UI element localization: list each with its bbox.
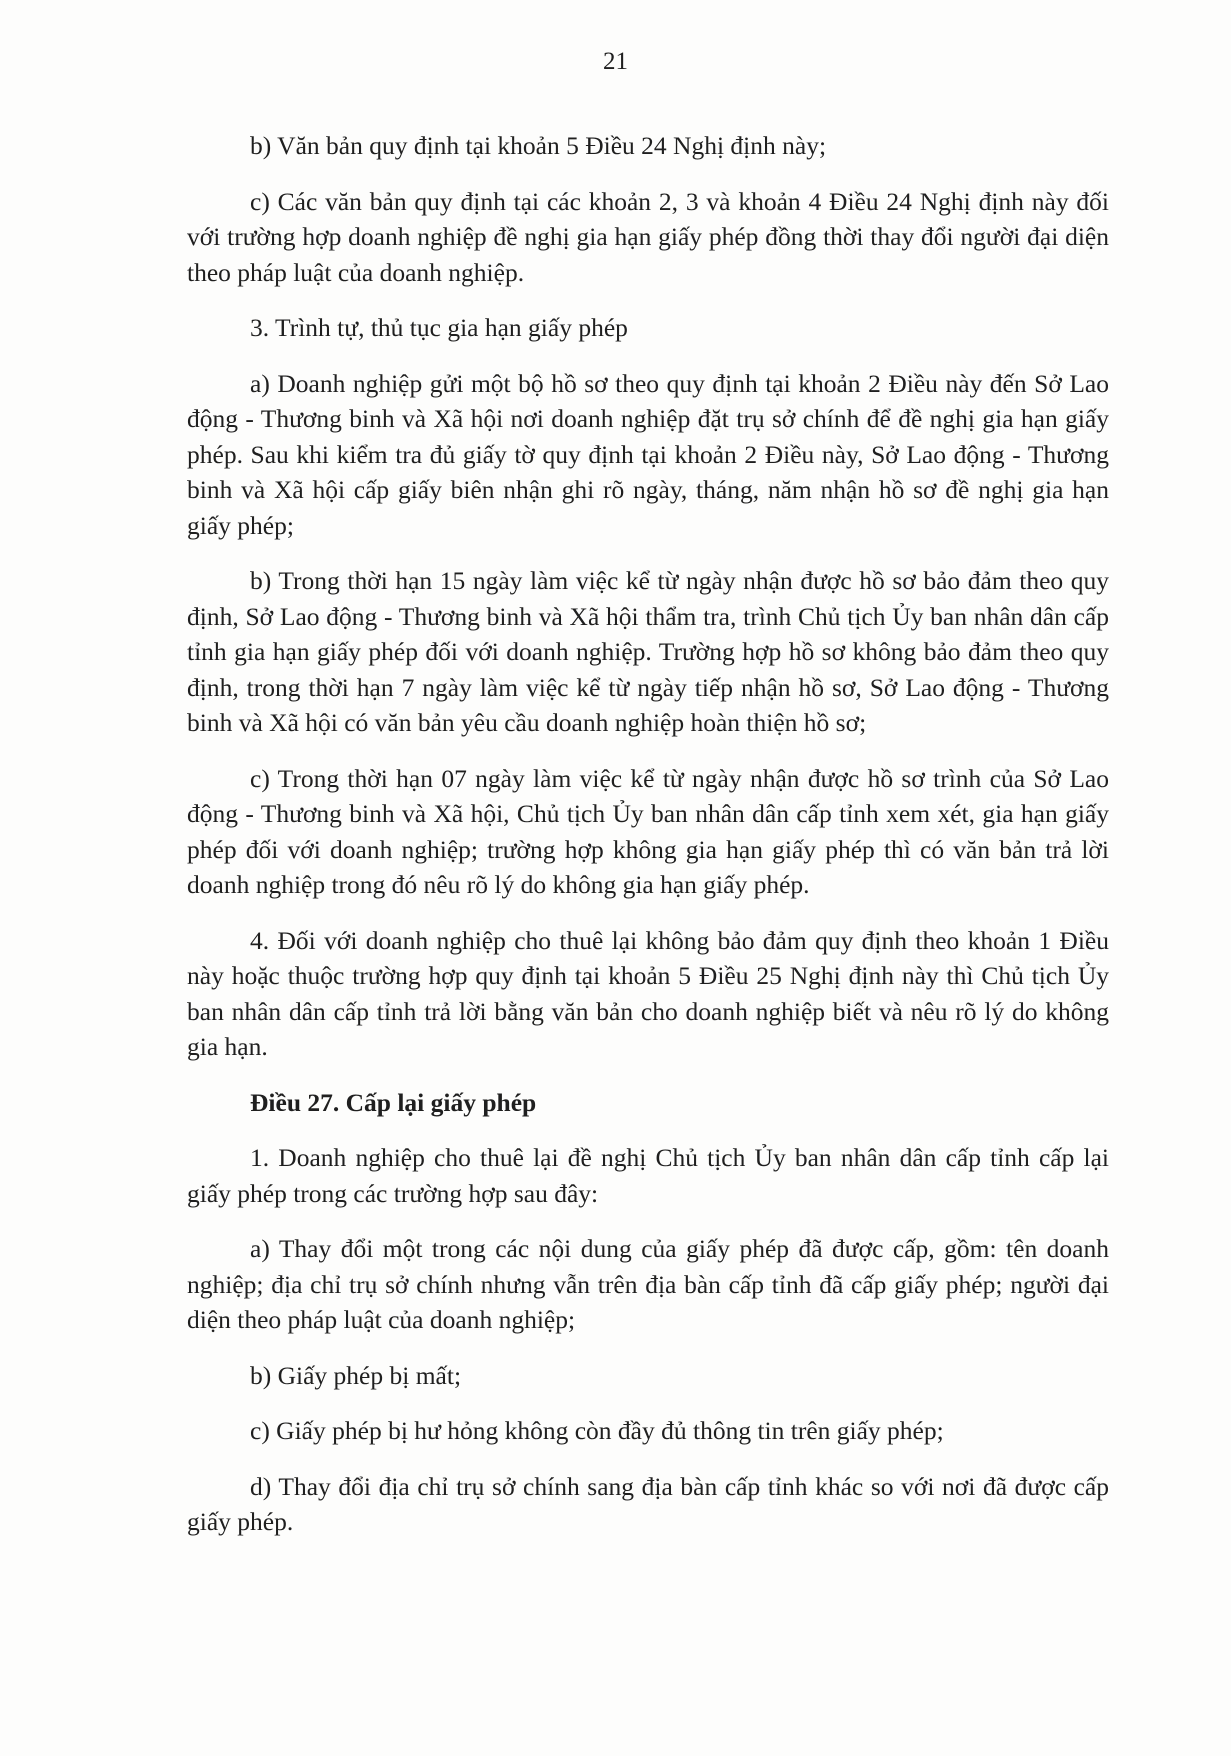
paragraph-27-1: 1. Doanh nghiệp cho thuê lại đề nghị Chủ tịch Ủy ban nhân dân cấp tỉnh cấp lại giấy phép trong các trường hợp sau đây:: [187, 1143, 1109, 1208]
paragraph-4: 4. Đối với doanh nghiệp cho thuê lại không bảo đảm quy định theo khoản 1 Điều này hoặc thuộc trường hợp quy định tại khoản 5 Điều 25 Nghị định này thì Chủ tịch Ủy ban nhân dân cấp tỉnh trả lời bằng văn bản cho doanh nghiệp biết và nêu rõ lý do không gia hạn.: [187, 925, 1109, 1061]
section-3-title: 3. Trình tự, thủ tục gia hạn giấy phép: [250, 313, 628, 342]
document-body: [187, 128, 1109, 1560]
paragraph-27-1a: a) Thay đổi một trong các nội dung của giấy phép đã được cấp, gồm: tên doanh nghiệp; địa chỉ trụ sở chính nhưng vẫn trên địa bàn cấp tỉnh đã cấp giấy phép; người đại diện theo pháp luật của doanh nghiệp;: [187, 1234, 1109, 1334]
paragraph-3b: b) Trong thời hạn 15 ngày làm việc kể từ ngày nhận được hồ sơ bảo đảm theo quy định, Sở Lao động - Thương binh và Xã hội thẩm tra, trình Chủ tịch Ủy ban nhân dân cấp tỉnh gia hạn giấy phép đối với doanh nghiệp. Trường hợp hồ sơ không bảo đảm theo quy định, trong thời hạn 7 ngày làm việc kể từ ngày tiếp nhận hồ sơ, Sở Lao động - Thương binh và Xã hội có văn bản yêu cầu doanh nghiệp hoàn thiện hồ sơ;: [187, 566, 1109, 737]
article-27-heading: Điều 27. Cấp lại giấy phép: [250, 1087, 537, 1117]
paragraph-2c: c) Các văn bản quy định tại các khoản 2, 3 và khoản 4 Điều 24 Nghị định này đối với trường hợp doanh nghiệp đề nghị gia hạn giấy phép đồng thời thay đổi người đại diện theo pháp luật của doanh nghiệp.: [187, 186, 1109, 287]
paragraph-27-1c: c) Giấy phép bị hư hỏng không còn đầy đủ thông tin trên giấy phép;: [250, 1416, 944, 1445]
paragraph-2b: b) Văn bản quy định tại khoản 5 Điều 24 Nghị định này;: [250, 131, 827, 160]
paragraph-27-1b: b) Giấy phép bị mất;: [250, 1360, 462, 1390]
page-number: 21: [603, 48, 628, 75]
paragraph-27-1d: d) Thay đổi địa chỉ trụ sở chính sang địa bàn cấp tỉnh khác so với nơi đã được cấp giấy phép.: [187, 1471, 1109, 1536]
paragraph-3a: a) Doanh nghiệp gửi một bộ hồ sơ theo quy định tại khoản 2 Điều này đến Sở Lao động - Thương binh và Xã hội nơi doanh nghiệp đặt trụ sở chính để đề nghị gia hạn giấy phép. Sau khi kiểm tra đủ giấy tờ quy định tại khoản 2 Điều này, Sở Lao động - Thương binh và Xã hội cấp giấy biên nhận ghi rõ ngày, tháng, năm nhận hồ sơ đề nghị gia hạn giấy phép;: [187, 368, 1109, 540]
paragraph-3c: c) Trong thời hạn 07 ngày làm việc kể từ ngày nhận được hồ sơ trình của Sở Lao động - Thương binh và Xã hội, Chủ tịch Ủy ban nhân dân cấp tỉnh xem xét, gia hạn giấy phép đối với doanh nghiệp; trường hợp không gia hạn giấy phép thì có văn bản trả lời doanh nghiệp trong đó nêu rõ lý do không gia hạn giấy phép.: [187, 763, 1109, 899]
